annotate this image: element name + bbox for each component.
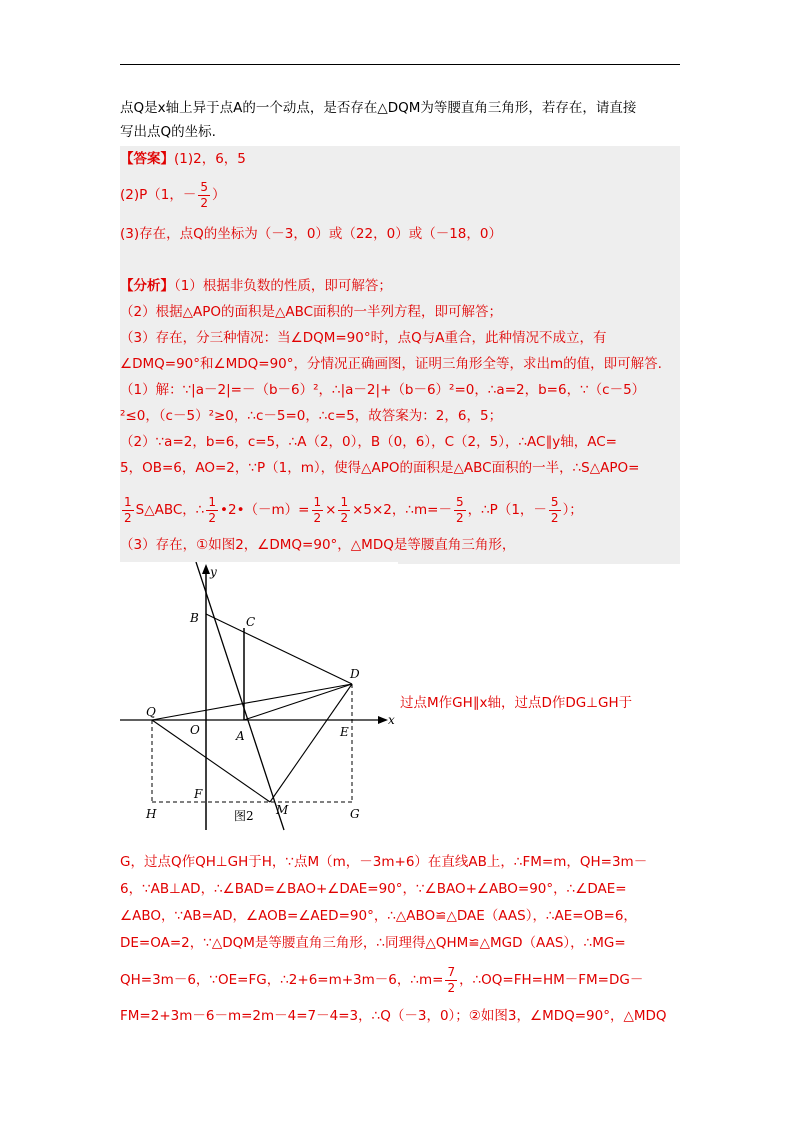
header-rule xyxy=(120,64,680,65)
label-f: F xyxy=(194,787,203,801)
label-o: O xyxy=(190,723,200,737)
geometry-diagram xyxy=(120,562,398,840)
solution-1a: （1）解：∵|a－2|=－（b－6）²，∴|a－2|+（b－6）²=0，∴a=2，b=6，∵（c－5） xyxy=(120,382,646,398)
solution-cont-4: DE=OA=2，∵△DQM是等腰直角三角形，∴同理得△QHM≌△MGD（AAS），∴MG= xyxy=(120,935,626,951)
analysis-line-4: ∠DMQ=90°和∠MDQ=90°，分情况正确画图，证明三角形全等，求出m的值，即可解答. xyxy=(120,356,662,372)
label-a: A xyxy=(236,729,245,743)
analysis-line-3: （3）存在，分三种情况：当∠DQM=90°时，点Q与A重合，此种情况不成立，有 xyxy=(120,330,607,346)
solution-3: （3）存在，①如图2，∠DMQ=90°，△MDQ是等腰直角三角形， xyxy=(120,537,516,553)
answer-part2-suffix: ） xyxy=(212,187,226,203)
figure-2 xyxy=(120,562,398,840)
label-q: Q xyxy=(146,705,156,719)
analysis-line-1: 【分析】（1）根据非负数的性质，即可解答； xyxy=(120,278,392,294)
solution-2c: $\frac{1}{2}$ S△ABC，∴ $\frac{1}{2}$ •2•（－m）= $\frac{1}{2}$ × $\frac{1}{2}$ ×5×2，∴m=－ $\frac{5}{2}$ ，∴P（1，－ $\frac{5}{2}$ ）； xyxy=(124,494,583,525)
solution-2b: 5，OB=6，AO=2，∵P（1，m），使得△APO的面积是△ABC面积的一半，∴S△APO= xyxy=(120,460,640,476)
answer-part-3: (3)存在，点Q的坐标为（－3，0）或（22，0）或（－18，0） xyxy=(120,226,502,242)
label-d: D xyxy=(350,667,360,681)
question-line-1: 点Q是x轴上异于点A的一个动点，是否存在△DQM为等腰直角三角形，若存在，请直接 xyxy=(120,100,637,116)
label-b: B xyxy=(190,611,199,625)
label-x: x xyxy=(388,713,395,727)
solution-beside-figure: 过点M作GH∥x轴，过点D作DG⊥GH于 xyxy=(400,695,633,711)
label-y: y xyxy=(210,565,217,579)
solution-cont-2: 6，∵AB⊥AD，∴∠BAD=∠BAO+∠DAE=90°，∵∠BAO+∠ABO=90°，∴∠DAE= xyxy=(120,881,627,897)
analysis-tag: 【分析】 xyxy=(120,278,174,294)
solution-cont-3: ∠ABO，∵AB=AD，∠AOB=∠AED=90°，∴△ABO≌△DAE（AAS），∴AE=OB=6， xyxy=(120,908,637,924)
solution-cont-1: G，过点Q作QH⊥GH于H，∵点M（m，－3m+6）在直线AB上，∴FM=m，QH=3m－ xyxy=(120,854,648,870)
answer-part2-prefix: (2)P（1，－ xyxy=(120,187,197,203)
answer-tag: 【答案】 xyxy=(120,151,174,167)
answer-part1-text: (1)2，6，5 xyxy=(174,151,246,167)
solution-1b: ²≤0，（c－5）²≥0，∴c－5=0，∴c=5，故答案为：2，6，5； xyxy=(120,408,503,424)
label-g: G xyxy=(350,807,360,821)
analysis-line-2: （2）根据△APO的面积是△ABC面积的一半列方程，即可解答； xyxy=(120,304,503,320)
solution-cont-5: QH=3m－6，∵OE=FG，∴2+6=m+3m－6，∴m= $\frac{7}{2}$ ，∴OQ=FH=HM－FM=DG－ xyxy=(120,964,644,995)
label-c: C xyxy=(246,615,256,629)
figure-caption: 图2 xyxy=(234,809,254,823)
label-m: M xyxy=(276,803,289,817)
answer-part-1 xyxy=(120,149,246,169)
label-e: E xyxy=(340,725,349,739)
solution-cont-6: FM=2+3m－6－m=2m－4=7－4=3，∴Q（－3，0）；②如图3，∠MDQ=90°，△MDQ xyxy=(120,1008,667,1024)
question-line-2: 写出点Q的坐标. xyxy=(120,124,216,140)
label-h: H xyxy=(146,807,157,821)
solution-2a: （2）∵a=2，b=6，c=5，∴A（2，0），B（0，6），C（2，5），∴AC∥y轴，AC= xyxy=(120,434,617,450)
answer-fraction: $\frac{5}{2}$ xyxy=(200,179,208,210)
answer-part-2 xyxy=(120,178,226,212)
